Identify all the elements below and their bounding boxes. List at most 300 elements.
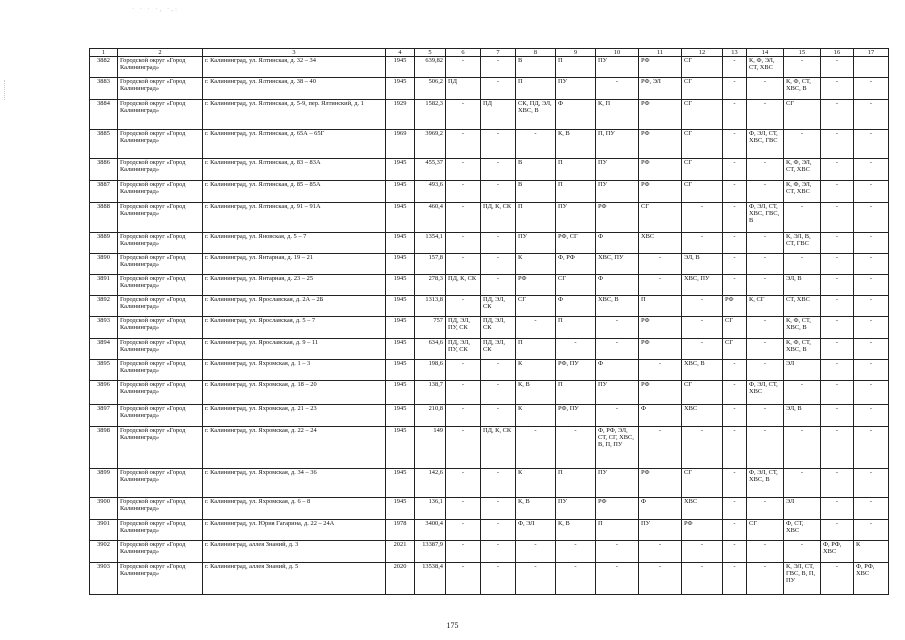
cell-col-15: ЭЛ (784, 498, 821, 520)
table-row (90, 203, 889, 233)
cell-row-number: 3903 (90, 563, 118, 595)
column-header: 4 (386, 49, 415, 57)
cell-col-16: - (821, 181, 854, 203)
cell-col-12: - (682, 339, 723, 360)
cell-col-6: ПД, ЭЛ, ПУ, СК (446, 317, 481, 339)
cell-col-7: - (481, 498, 516, 520)
cell-col-9: ПУ (556, 78, 596, 100)
cell-col-9: - (556, 339, 596, 360)
cell-col-17 (854, 57, 889, 78)
cell-address: г. Калининград, ул. Ялтинская, д. 65А – 65Г (203, 130, 386, 159)
cell-col-13: - (723, 520, 747, 541)
cell-col-6: - (446, 563, 481, 595)
cell-col-14: Ф, ЭЛ, СТ, ХВС (747, 381, 784, 405)
cell-col-13: - (723, 159, 747, 181)
cell-address: г. Калининград, ул. Ялтинская, д. 83 – 83А (203, 159, 386, 181)
cell-col-11: - (639, 427, 682, 469)
cell-address: г. Калининград, ул. Ялтинская, д. 38 – 40 (203, 78, 386, 100)
cell-col-8: П (516, 339, 556, 360)
cell-col-13: - (723, 469, 747, 498)
cell-area: 493,6 (415, 181, 446, 203)
cell-col-17: - (854, 381, 889, 405)
cell-col-6: - (446, 541, 481, 563)
cell-municipality: Городской округ «Город Калининград» (118, 254, 203, 275)
scan-edge-marks (4, 80, 7, 100)
cell-col-17: - (854, 100, 889, 130)
buildings-table (89, 48, 889, 595)
cell-col-13: - (723, 78, 747, 100)
cell-col-17: - (854, 498, 889, 520)
table-row (90, 78, 889, 100)
cell-area: 136,1 (415, 498, 446, 520)
cell-col-17: - (854, 254, 889, 275)
cell-col-8: - (516, 541, 556, 563)
cell-col-15: К, Ф, СТ, ХВС, В (784, 339, 821, 360)
cell-col-13: - (723, 181, 747, 203)
column-header: 16 (821, 49, 854, 57)
cell-col-15: - (784, 469, 821, 498)
cell-col-17: - (854, 427, 889, 469)
cell-col-16: - (821, 360, 854, 381)
cell-area: 3969,2 (415, 130, 446, 159)
cell-area: 757 (415, 317, 446, 339)
cell-col-6: - (446, 130, 481, 159)
cell-municipality: Городской округ «Город Калининград» (118, 181, 203, 203)
cell-col-12: ХВС (682, 405, 723, 427)
cell-col-14: - (747, 275, 784, 296)
cell-col-16: - (821, 317, 854, 339)
cell-col-15: К, Ф, СТ, ХВС, В (784, 78, 821, 100)
cell-col-7: - (481, 405, 516, 427)
cell-col-6: ПД (446, 78, 481, 100)
cell-col-17: - (854, 275, 889, 296)
cell-col-8: РФ (516, 275, 556, 296)
cell-col-10: - (596, 405, 639, 427)
cell-col-6: - (446, 498, 481, 520)
cell-col-8: В (516, 159, 556, 181)
table-row (90, 275, 889, 296)
cell-municipality: Городской округ «Город Калининград» (118, 233, 203, 254)
cell-col-14: - (747, 233, 784, 254)
cell-address: г. Калининград, ул. Янтарная, д. 19 – 21 (203, 254, 386, 275)
table-row (90, 498, 889, 520)
cell-col-8: - (516, 317, 556, 339)
cell-row-number: 3889 (90, 233, 118, 254)
cell-col-9: П (556, 317, 596, 339)
cell-area: 1582,3 (415, 100, 446, 130)
cell-col-7: - (481, 159, 516, 181)
column-header: 15 (784, 49, 821, 57)
cell-year-built: 2020 (386, 563, 415, 595)
page-number: 175 (446, 621, 459, 630)
cell-col-16: - (821, 203, 854, 233)
cell-col-12: СГ (682, 130, 723, 159)
cell-year-built: 1945 (386, 296, 415, 317)
cell-col-7: - (481, 233, 516, 254)
cell-col-15: К, Ф, СТ, ХВС, В (784, 317, 821, 339)
cell-address: г. Калининград, ул. Янтарная, д. 23 – 25 (203, 275, 386, 296)
table-row (90, 541, 889, 563)
cell-col-14: - (747, 541, 784, 563)
table-body (90, 57, 889, 595)
cell-col-13: - (723, 100, 747, 130)
cell-col-16: - (821, 498, 854, 520)
cell-col-6: - (446, 296, 481, 317)
cell-address: г. Калининград, ул. Ярославская, д. 5 – 7 (203, 317, 386, 339)
column-header: 7 (481, 49, 516, 57)
cell-col-13: - (723, 203, 747, 233)
cell-col-15: - (784, 254, 821, 275)
cell-col-11: Ф (639, 498, 682, 520)
cell-col-12: - (682, 427, 723, 469)
cell-col-12: - (682, 233, 723, 254)
cell-row-number: 3888 (90, 203, 118, 233)
cell-col-14: - (747, 181, 784, 203)
table-row (90, 360, 889, 381)
cell-col-9: К, В (556, 520, 596, 541)
cell-col-8: СГ (516, 296, 556, 317)
cell-col-10: Ф (596, 360, 639, 381)
cell-area: 639,82 (415, 57, 446, 78)
cell-row-number: 3885 (90, 130, 118, 159)
cell-col-13: - (723, 427, 747, 469)
table-row (90, 254, 889, 275)
cell-year-built: 1945 (386, 381, 415, 405)
cell-col-10: - (596, 541, 639, 563)
cell-col-13: - (723, 57, 747, 78)
table-row (90, 520, 889, 541)
cell-col-10: ПУ (596, 469, 639, 498)
cell-col-16: - (821, 427, 854, 469)
cell-year-built: 1945 (386, 469, 415, 498)
cell-col-11: Ф (639, 405, 682, 427)
cell-municipality: Городской округ «Город Калининград» (118, 469, 203, 498)
cell-col-10: Ф (596, 233, 639, 254)
cell-col-13: - (723, 275, 747, 296)
cell-municipality: Городской округ «Город Калининград» (118, 57, 203, 78)
cell-col-14: Ф, ЭЛ, СТ, ХВС, В (747, 469, 784, 498)
cell-col-17: - (854, 469, 889, 498)
cell-col-6: - (446, 254, 481, 275)
column-header: 12 (682, 49, 723, 57)
cell-area: 506,2 (415, 78, 446, 100)
cell-col-8: - (516, 563, 556, 595)
cell-year-built: 1945 (386, 181, 415, 203)
cell-municipality: Городской округ «Город Калининград» (118, 405, 203, 427)
cell-col-9: К, В (556, 130, 596, 159)
cell-address: г. Калининград, ул. Яхромская, д. 21 – 23 (203, 405, 386, 427)
column-header: 11 (639, 49, 682, 57)
cell-area: 198,6 (415, 360, 446, 381)
cell-col-11: РФ (639, 181, 682, 203)
cell-col-8: - (516, 427, 556, 469)
cell-col-14: - (747, 498, 784, 520)
table-row (90, 130, 889, 159)
cell-col-11: - (639, 275, 682, 296)
cell-row-number: 3884 (90, 100, 118, 130)
cell-col-9: ПУ (556, 203, 596, 233)
cell-year-built: 1969 (386, 130, 415, 159)
cell-col-7: - (481, 469, 516, 498)
cell-col-16: - (821, 159, 854, 181)
cell-col-11: СГ (639, 203, 682, 233)
cell-col-15: ЭЛ, В (784, 405, 821, 427)
scan-artifact: · · · ·, ·,: (132, 6, 180, 13)
cell-col-15: - (784, 427, 821, 469)
cell-col-10: - (596, 339, 639, 360)
cell-col-9: - (556, 427, 596, 469)
cell-year-built: 1945 (386, 339, 415, 360)
table-row (90, 427, 889, 469)
cell-col-13: РФ (723, 296, 747, 317)
cell-col-12: ХВС (682, 498, 723, 520)
cell-municipality: Городской округ «Город Калининград» (118, 130, 203, 159)
cell-col-13: - (723, 381, 747, 405)
cell-col-8: К, В (516, 498, 556, 520)
column-header: 8 (516, 49, 556, 57)
cell-col-17: - (854, 405, 889, 427)
cell-col-15: К, Ф, ЭЛ, СТ, ХВС (784, 181, 821, 203)
cell-col-12: - (682, 541, 723, 563)
cell-municipality: Городской округ «Город Калининград» (118, 427, 203, 469)
cell-col-7: - (481, 541, 516, 563)
cell-col-14: - (747, 360, 784, 381)
cell-year-built: 1945 (386, 254, 415, 275)
cell-col-11: П (639, 296, 682, 317)
cell-col-12: СГ (682, 381, 723, 405)
cell-col-16: - (821, 57, 854, 78)
cell-area: 157,8 (415, 254, 446, 275)
cell-col-15: - (784, 203, 821, 233)
cell-col-15: - (784, 381, 821, 405)
cell-area: 278,3 (415, 275, 446, 296)
cell-col-13: СГ (723, 339, 747, 360)
cell-col-11: - (639, 360, 682, 381)
cell-col-16: - (821, 275, 854, 296)
cell-address: г. Калининград, ул. Ялтинская, д. 32 – 34 (203, 57, 386, 78)
cell-row-number: 3893 (90, 317, 118, 339)
column-header: 9 (556, 49, 596, 57)
cell-year-built: 1945 (386, 159, 415, 181)
cell-col-6: - (446, 233, 481, 254)
cell-year-built: 1945 (386, 317, 415, 339)
table-row (90, 317, 889, 339)
cell-col-14: - (747, 78, 784, 100)
cell-col-9: ПУ (556, 498, 596, 520)
cell-col-10: ПУ (596, 57, 639, 78)
table-row (90, 57, 889, 78)
cell-area: 455,37 (415, 159, 446, 181)
cell-col-7: - (481, 520, 516, 541)
cell-col-13: - (723, 233, 747, 254)
cell-col-8: В (516, 181, 556, 203)
cell-col-11: РФ (639, 469, 682, 498)
cell-col-14: - (747, 317, 784, 339)
cell-col-12: - (682, 296, 723, 317)
cell-col-16: - (821, 405, 854, 427)
cell-col-10: - (596, 317, 639, 339)
cell-col-8: П (516, 203, 556, 233)
cell-row-number: 3897 (90, 405, 118, 427)
cell-year-built: 1945 (386, 275, 415, 296)
cell-col-12: - (682, 317, 723, 339)
cell-col-6: - (446, 181, 481, 203)
cell-col-17: - (854, 360, 889, 381)
cell-col-16: - (821, 254, 854, 275)
cell-col-8: ПУ (516, 233, 556, 254)
cell-municipality: Городской округ «Город Калининград» (118, 541, 203, 563)
table-row (90, 563, 889, 595)
cell-col-7: ПД, К, СК (481, 203, 516, 233)
cell-row-number: 3892 (90, 296, 118, 317)
cell-year-built: 1945 (386, 405, 415, 427)
cell-col-9: РФ, ПУ (556, 405, 596, 427)
cell-col-7: - (481, 181, 516, 203)
cell-col-11: РФ (639, 317, 682, 339)
cell-col-15: - (784, 541, 821, 563)
cell-col-17: - (854, 159, 889, 181)
table-row (90, 159, 889, 181)
cell-row-number: 3886 (90, 159, 118, 181)
cell-col-13: - (723, 541, 747, 563)
cell-col-11: - (639, 541, 682, 563)
cell-col-17: - (854, 203, 889, 233)
cell-area: 138,7 (415, 381, 446, 405)
cell-municipality: Городской округ «Город Калининград» (118, 360, 203, 381)
cell-row-number: 3901 (90, 520, 118, 541)
cell-col-10: К, П (596, 100, 639, 130)
cell-col-6: - (446, 360, 481, 381)
cell-col-6: - (446, 520, 481, 541)
cell-col-14: - (747, 254, 784, 275)
cell-col-15: К, Ф, ЭЛ, СТ, ХВС (784, 159, 821, 181)
cell-year-built: 1929 (386, 100, 415, 130)
cell-col-17: - (854, 296, 889, 317)
cell-col-10: - (596, 78, 639, 100)
cell-col-14: - (747, 563, 784, 595)
cell-address: г. Калининград, ул. Ялтинская, д. 5-9, пер. Ялтинский, д. 1 (203, 100, 386, 130)
cell-area: 1354,1 (415, 233, 446, 254)
cell-col-8: К, В (516, 381, 556, 405)
cell-col-7: - (481, 563, 516, 595)
cell-col-16: Ф, РФ, ХВС (821, 541, 854, 563)
cell-row-number: 3895 (90, 360, 118, 381)
cell-row-number: 3890 (90, 254, 118, 275)
cell-col-6: - (446, 381, 481, 405)
cell-col-7: ПД (481, 100, 516, 130)
cell-col-17: Ф, РФ, ХВС (854, 563, 889, 595)
cell-area: 149 (415, 427, 446, 469)
cell-col-9: - (556, 563, 596, 595)
cell-col-10: ХВС, В (596, 296, 639, 317)
cell-year-built: 1945 (386, 427, 415, 469)
table-row (90, 405, 889, 427)
cell-municipality: Городской округ «Город Калининград» (118, 563, 203, 595)
cell-year-built: 2021 (386, 541, 415, 563)
cell-year-built: 1945 (386, 360, 415, 381)
cell-col-9: - (556, 541, 596, 563)
column-header: 5 (415, 49, 446, 57)
cell-col-15: - (784, 130, 821, 159)
cell-col-13: - (723, 130, 747, 159)
cell-row-number: 3891 (90, 275, 118, 296)
cell-col-16: - (821, 100, 854, 130)
cell-col-9: РФ, СГ (556, 233, 596, 254)
cell-col-10: Ф (596, 275, 639, 296)
cell-col-16: - (821, 381, 854, 405)
column-header: 2 (118, 49, 203, 57)
cell-col-9: Ф (556, 100, 596, 130)
cell-col-17: - (854, 317, 889, 339)
cell-year-built: 1945 (386, 498, 415, 520)
cell-col-15: ЭЛ, В (784, 275, 821, 296)
cell-col-7: ПД, ЭЛ, СК (481, 339, 516, 360)
cell-municipality: Городской округ «Город Калининград» (118, 296, 203, 317)
cell-address: г. Калининград, ул. Яхромская, д. 1 – 3 (203, 360, 386, 381)
cell-municipality: Городской округ «Город Калининград» (118, 159, 203, 181)
column-header: 10 (596, 49, 639, 57)
cell-col-12: СГ (682, 469, 723, 498)
cell-address: г. Калининград, ул. Яхромская, д. 6 – 8 (203, 498, 386, 520)
cell-address: г. Калининград, ул. Ялтинская, д. 91 – 91А (203, 203, 386, 233)
cell-municipality: Городской округ «Город Калининград» (118, 520, 203, 541)
cell-col-16: - (821, 563, 854, 595)
cell-col-15: К, ЭЛ, СТ, ГВС, В, П, ПУ (784, 563, 821, 595)
cell-col-15: К, ЭЛ, В, СТ, ГВС (784, 233, 821, 254)
cell-row-number: 3882 (90, 57, 118, 78)
cell-area: 1313,8 (415, 296, 446, 317)
cell-col-11: ПУ (639, 520, 682, 541)
cell-col-13: - (723, 360, 747, 381)
cell-area: 634,6 (415, 339, 446, 360)
cell-municipality: Городской округ «Город Калининград» (118, 317, 203, 339)
cell-col-12: СГ (682, 181, 723, 203)
cell-col-7: - (481, 130, 516, 159)
cell-col-11: РФ (639, 130, 682, 159)
cell-col-11: РФ (639, 159, 682, 181)
cell-col-16: - (821, 339, 854, 360)
column-header: 17 (854, 49, 889, 57)
cell-col-10: Ф, РФ, ЭЛ, СТ, СГ, ХВС, В, П, ПУ (596, 427, 639, 469)
cell-year-built: 1945 (386, 78, 415, 100)
cell-col-7: - (481, 57, 516, 78)
cell-col-7: ПД, ЭЛ, СК (481, 317, 516, 339)
cell-col-7: - (481, 275, 516, 296)
cell-col-12: СГ (682, 159, 723, 181)
cell-col-12: СГ (682, 100, 723, 130)
cell-col-15: - (784, 57, 821, 78)
cell-col-14: - (747, 427, 784, 469)
cell-row-number: 3894 (90, 339, 118, 360)
cell-col-13: СГ (723, 317, 747, 339)
cell-col-8: К (516, 360, 556, 381)
table-row (90, 339, 889, 360)
cell-area: 460,4 (415, 203, 446, 233)
cell-area: 210,8 (415, 405, 446, 427)
cell-col-13: - (723, 563, 747, 595)
cell-col-14: К, Ф, ЭЛ, СТ, ХВС (747, 57, 784, 78)
cell-col-14: СГ (747, 520, 784, 541)
cell-municipality: Городской округ «Город Калининград» (118, 381, 203, 405)
cell-col-17: - (854, 78, 889, 100)
cell-col-16: - (821, 130, 854, 159)
table-row (90, 296, 889, 317)
cell-area: 13538,4 (415, 563, 446, 595)
cell-col-10: РФ (596, 203, 639, 233)
cell-col-10: П (596, 520, 639, 541)
cell-col-11: РФ (639, 381, 682, 405)
cell-area: 142,6 (415, 469, 446, 498)
